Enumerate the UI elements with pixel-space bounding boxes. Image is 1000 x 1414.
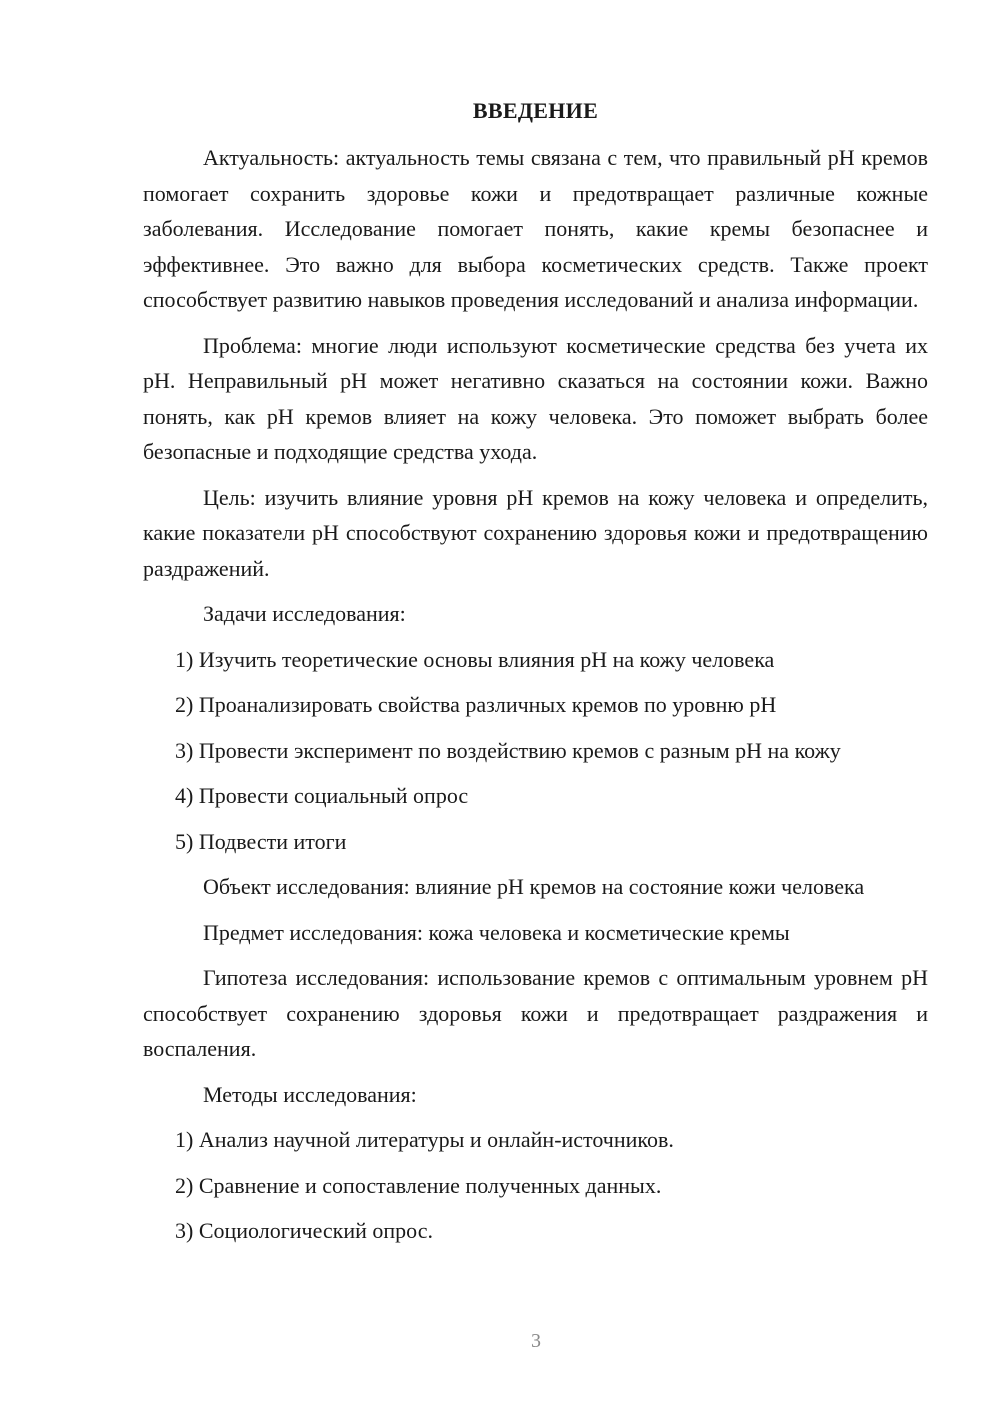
page-number: 3 [531,1330,541,1352]
subject-paragraph: Предмет исследования: кожа человека и косметические кремы [203,919,790,945]
tasks-list [143,642,928,860]
list-item: 2) Сравнение и сопоставление полученных данных. [175,1172,662,1198]
list-item: 1) Анализ научной литературы и онлайн-источников. [175,1127,674,1152]
tasks-label: Задачи исследования: [203,601,406,626]
list-item: 4) Провести социальный опрос [175,783,469,808]
list-item: 2) Проанализировать свойства различных кремов по уровню pH [175,692,777,717]
relevance-paragraph: Актуальность: актуальность темы связана с тем, что правильный pH кремов помогает сохранить здоровье кожи и предотвращает различные кожные заболевания. Исследование помогает понять, какие кремы безопаснее и эффективнее. Это важно для выбора косметических средств. Также проект способствует развитию навыков проведения исследований и анализа информации. [143,145,928,312]
methods-list [143,1122,928,1249]
methods-label: Методы исследования: [203,1081,417,1107]
list-item: 1) Изучить теоретические основы влияния pH на кожу человека [175,646,775,672]
goal-paragraph: Цель: изучить влияние уровня pH кремов на кожу человека и определить, какие показатели pH способствуют сохранению здоровья кожи и предотвращению раздражений. [143,484,928,581]
problem-paragraph: Проблема: многие люди используют косметические средства без учета их pH. Неправильный pH может негативно сказаться на состоянии кожи. Важно понять, как pH кремов влияет на кожу человека. Это поможет выбрать более безопасные и подходящие средства ухода. [143,332,928,464]
list-item: 3) Социологический опрос. [175,1218,433,1243]
document-page [143,93,928,1259]
page-title: ВВЕДЕНИЕ [472,98,599,123]
list-item: 5) Подвести итоги [175,828,347,854]
hypothesis-paragraph: Гипотеза исследования: использование кремов с оптимальным уровнем pH способствует сохранению здоровья кожи и предотвращает раздражения и воспаления. [143,965,928,1061]
list-item: 3) Провести эксперимент по воздействию кремов с разным pH на кожу [175,737,841,763]
object-paragraph: Объект исследования: влияние pH кремов на состояние кожи человека [203,874,865,899]
